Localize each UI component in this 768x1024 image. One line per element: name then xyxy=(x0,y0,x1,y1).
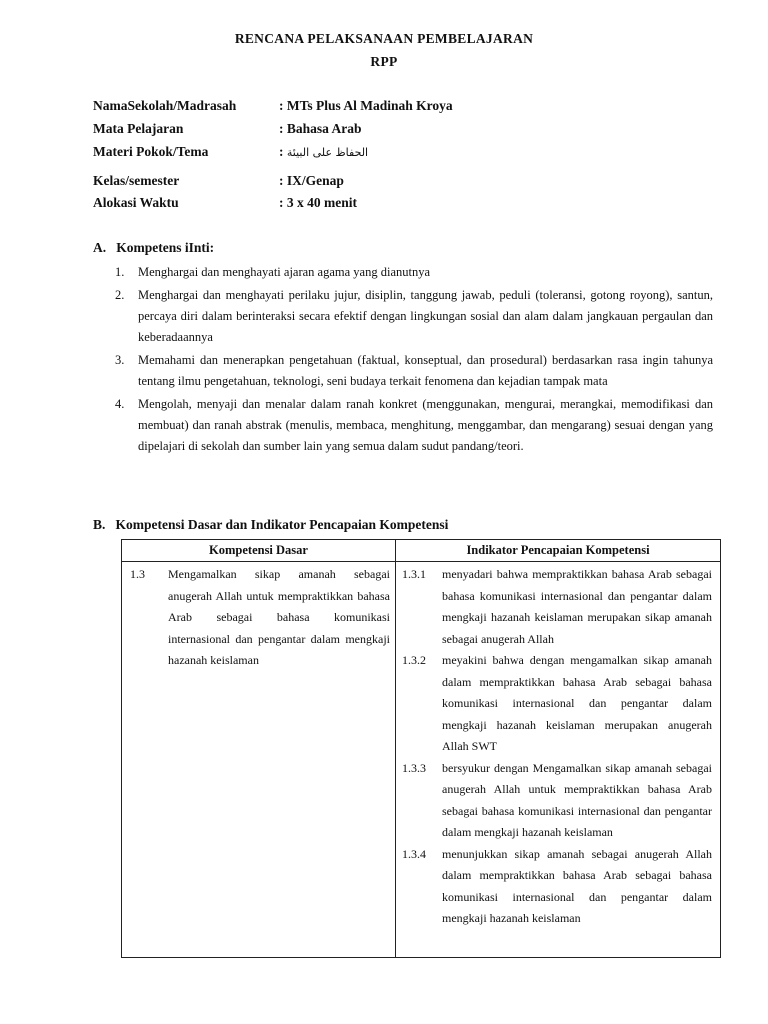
list-item: 3. Memahami dan menerapkan pengetahuan (faktual, konseptual, dan prosedural) berdasarkan rasa ingin tahunya tentang ilmu pengetahuan, teknologi, seni budaya terkait fenomena dan kejadian tampak mata xyxy=(115,353,713,388)
list-item: 1. Menghargai dan menghayati ajaran agama yang dianutnya xyxy=(115,265,431,279)
core-competency-list xyxy=(115,262,713,459)
identity-label-subject: Mata Pelajaran xyxy=(93,121,184,136)
document-title: RENCANA PELAKSANAAN PEMBELAJARAN xyxy=(234,31,534,46)
identity-label-school: NamaSekolah/Madrasah xyxy=(93,98,237,113)
identity-value-subject: : Bahasa Arab xyxy=(279,121,362,136)
identity-label-topic: Materi Pokok/Tema xyxy=(93,144,209,159)
identity-value-time: : 3 x 40 menit xyxy=(279,195,357,210)
competency-table xyxy=(121,539,721,958)
identity-label-class: Kelas/semester xyxy=(93,173,180,188)
column-header-kd: Kompetensi Dasar xyxy=(122,540,396,562)
section-b-heading: B. Kompetensi Dasar dan Indikator Pencapaian Kompetensi xyxy=(93,517,449,532)
table-header-row xyxy=(122,540,721,562)
kd-number: 1.3 xyxy=(130,567,145,581)
indicator-item: 1.3.4 menunjukkan sikap amanah sebagai anugerah Allah dalam mempraktikkan bahasa Arab sebagai bahasa komunikasi internasional dan pengantar dalam mengkaji hazanah keislaman xyxy=(402,846,712,925)
indicator-cell xyxy=(396,562,721,958)
identity-label-time: Alokasi Waktu xyxy=(93,195,179,210)
indicator-item: 1.3.1 menyadari bahwa mempraktikkan bahasa Arab sebagai bahasa komunikasi internasional dan pengantar dalam mengkaji hazanah keislaman merupakan sikap amanah sebagai anugerah Allah xyxy=(402,567,712,646)
section-a-heading: A. Kompetens iInti: xyxy=(93,240,215,255)
list-item: 2. Menghargai dan menghayati perilaku jujur, disiplin, tanggung jawab, peduli (toleransi, gotong royong), santun, percaya diri dalam berinteraksi secara efektif dengan lingkungan sosial dan alam dalam jangkauan pergaulan dan keberadaannya xyxy=(115,288,713,344)
identity-value-school: : MTs Plus Al Madinah Kroya xyxy=(279,98,453,113)
indicator-item: 1.3.2 meyakini bahwa dengan mengamalkan sikap amanah dalam mempraktikkan bahasa Arab sebagai bahasa komunikasi internasional dan pengantar dalam mengkaji hazanah keislaman merupakan anugerah Allah SWT xyxy=(402,653,712,753)
identity-value-class: : IX/Genap xyxy=(279,173,344,188)
kd-text: Mengamalkan sikap amanah sebagai anugerah Allah untuk mempraktikkan bahasa Arab sebagai bahasa komunikasi internasional dan pengantar dalam mengkaji hazanah keislaman xyxy=(168,567,390,667)
table-row xyxy=(122,562,721,958)
document-subtitle: RPP xyxy=(370,54,398,69)
column-header-indicator: Indikator Pencapaian Kompetensi xyxy=(396,540,721,562)
indicator-item: 1.3.3 bersyukur dengan Mengamalkan sikap amanah sebagai anugerah Allah untuk mempraktikkan bahasa Arab sebagai bahasa komunikasi internasional dan pengantar dalam mengkaji hazanah keislaman xyxy=(402,760,712,839)
kd-cell xyxy=(122,562,396,958)
identity-value-topic: : الحفاظ على البيئة xyxy=(279,144,369,159)
list-item: 4. Mengolah, menyaji dan menalar dalam ranah konkret (menggunakan, mengurai, merangkai, memodifikasi dan membuat) dan ranah abstrak (menulis, membaca, menghitung, menggambar, dan mengarang) sesuai dengan yang dipelajari di sekolah dan sumber lain yang semua dalam sudut pandang/teori. xyxy=(115,397,713,453)
